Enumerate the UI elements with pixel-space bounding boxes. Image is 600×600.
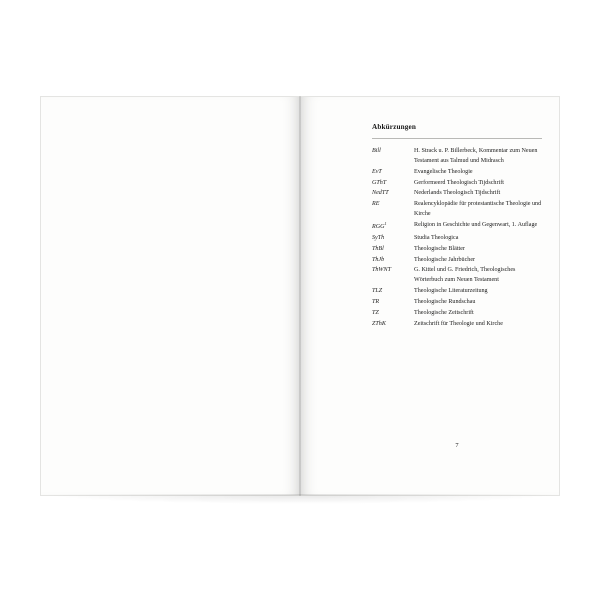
abbreviation-definition: Theologische Jahrbücher	[414, 256, 476, 263]
abbreviation-definition: Theologische Rundschau	[414, 299, 476, 306]
abbreviation-term: EvT	[372, 168, 382, 175]
abbreviation-term: TLZ	[372, 288, 383, 295]
abbreviation-definition: H. Strack u. P. Billerbeck, Kommentar zum Neuen Testament aus Talmud und Midrasch	[414, 148, 538, 164]
table-row	[372, 147, 542, 168]
table-row	[372, 179, 542, 190]
abbreviation-term: ThBl	[372, 245, 384, 252]
abbreviations-table	[372, 147, 542, 331]
table-row	[372, 256, 542, 267]
abbreviation-term: RGG$^1$	[372, 221, 387, 231]
abbreviations-section	[372, 123, 542, 331]
open-book-spread	[40, 96, 560, 496]
abbreviation-term: Bill	[372, 148, 381, 154]
abbreviation-definition: Studia Theologica	[414, 234, 459, 241]
abbreviation-definition: Evangelische Theologie	[414, 168, 473, 175]
abbreviation-term: ThJb	[372, 256, 385, 263]
book-page-left	[40, 96, 300, 496]
table-row	[372, 266, 542, 287]
table-row	[372, 245, 542, 256]
abbreviation-definition: Religion in Geschichte und Gegenwart, 1. Auflage	[414, 222, 538, 229]
book-gutter	[299, 96, 301, 496]
book-page-right	[300, 96, 560, 496]
abbreviation-definition: Theologische Zeitschrift	[414, 309, 474, 316]
abbreviation-term: RE	[372, 201, 380, 208]
table-row	[372, 309, 542, 320]
page-title: Abkürzungen	[372, 123, 416, 131]
table-row	[372, 168, 542, 179]
table-row	[372, 298, 542, 309]
abbreviation-definition: Nederlands Theologisch Tijdschrift	[414, 190, 501, 197]
abbreviation-definition: Gerformeerd Theologisch Tijdschrift	[414, 179, 504, 186]
abbreviation-definition: Theologische Blätter	[414, 245, 465, 252]
abbreviation-term: GThT	[372, 179, 387, 186]
abbreviation-term: SyTh	[372, 234, 385, 241]
abbreviation-definition: Theologische Literaturzeitung	[414, 288, 488, 295]
abbreviation-definition: Zeitschrift für Theologie und Kirche	[414, 320, 503, 327]
book-shadow	[40, 494, 560, 504]
abbreviation-superscript: 1	[384, 221, 387, 227]
table-row	[372, 320, 542, 331]
abbreviations-table-body	[372, 147, 542, 331]
abbreviation-term: TZ	[372, 309, 379, 316]
abbreviation-term: TR	[372, 299, 380, 306]
table-row	[372, 189, 542, 200]
table-row	[372, 234, 542, 245]
abbreviation-term: ZThK	[372, 320, 386, 327]
table-row	[372, 287, 542, 298]
abbreviation-term: NedTT	[372, 190, 389, 197]
table-row	[372, 221, 542, 234]
abbreviation-term: ThWNT	[372, 267, 391, 274]
abbreviation-definition: G. Kittel und G. Friedrich, Theologisches Wörterbuch zum Neuen Testament	[414, 267, 516, 284]
abbreviation-definition: Realencyklopädie für protestantische Theologie und Kirche	[414, 201, 542, 218]
page-number: 7	[455, 442, 459, 449]
title-divider	[372, 138, 542, 139]
table-row	[372, 200, 542, 221]
